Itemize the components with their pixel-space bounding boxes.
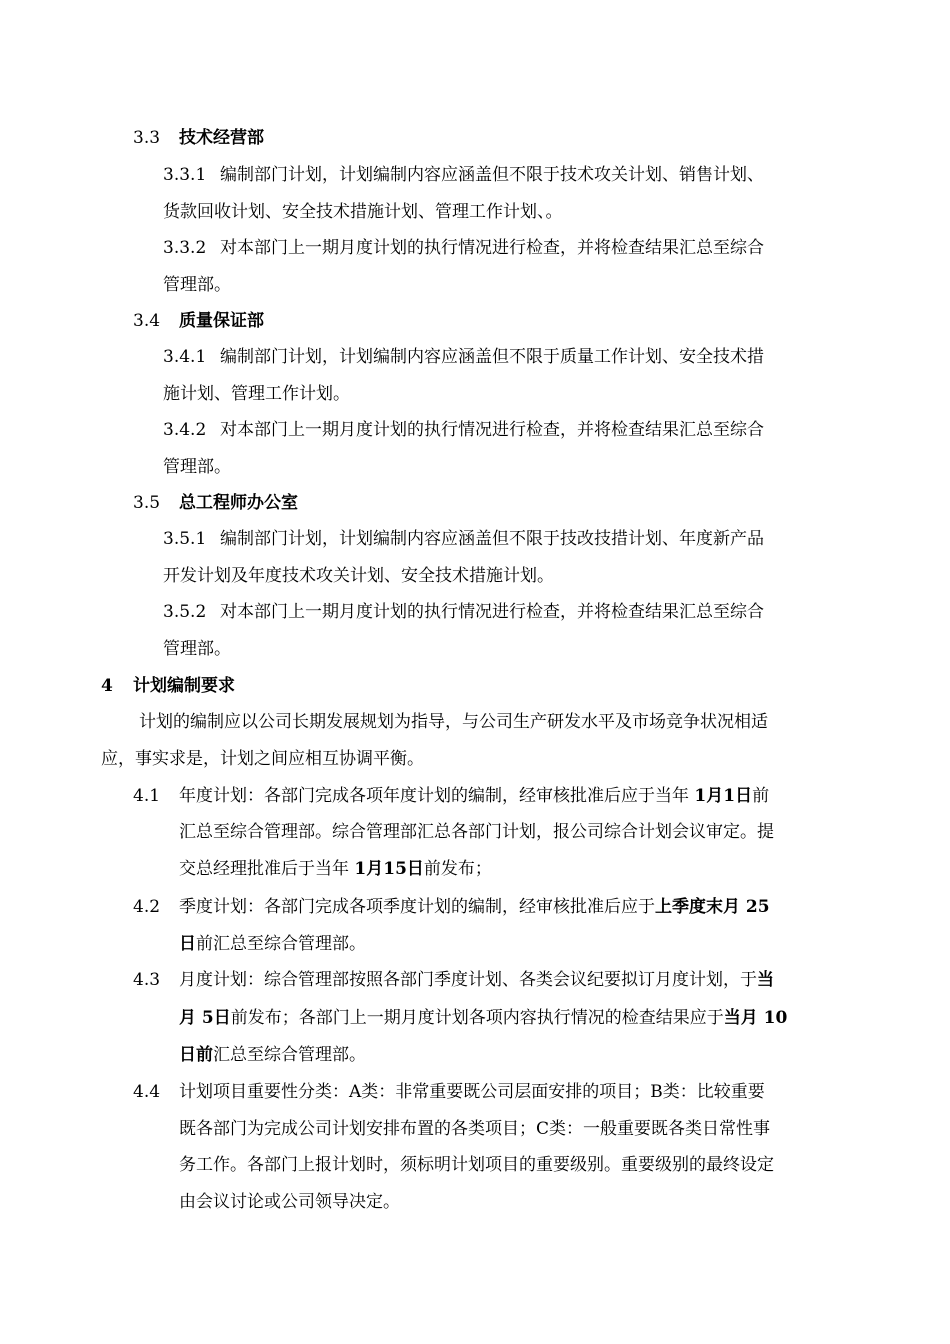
section-number: 4 (101, 676, 113, 696)
item-text: 编制部门计划，计划编制内容应涵盖但不限于质量工作计划、安全技术措 (220, 347, 764, 367)
item-text: 对本部门上一期月度计划的执行情况进行检查，并将检查结果汇总至综合 (220, 602, 764, 622)
item-text: 编制部门计划，计划编制内容应涵盖但不限于技改技措计划、年度新产品 (220, 529, 764, 549)
item-4-3-cont-1 (179, 1006, 787, 1030)
item-text: 计划项目重要性分类：A类：非常重要既公司层面安排的项目；B类：比较重要 (179, 1082, 765, 1102)
item-text: 年度计划：各部门完成各项年度计划的编制，经审核批准后应于当年 (179, 786, 695, 806)
item-4-4-cont-1: 既各部门为完成公司计划安排布置的各类项目；C类：一般重要既各类日常性事 (179, 1119, 771, 1139)
item-text: 月度计划：综合管理部按照各部门季度计划、各类会议纪要拟订月度计划，于 (179, 970, 757, 990)
item-number: 3.3.1 (163, 165, 207, 185)
item-4-4-cont-2: 务工作。各部门上报计划时，须标明计划项目的重要级别。重要级别的最终设定 (179, 1155, 774, 1175)
emphasis-date: 当 (757, 970, 774, 990)
section-title: 总工程师办公室 (179, 493, 298, 513)
emphasis-date: 1月15日 (354, 859, 424, 879)
item-4-4 (133, 1080, 765, 1104)
emphasis-date: 月 5日 (179, 1008, 231, 1028)
item-4-4-cont-3: 由会议讨论或公司领导决定。 (179, 1192, 400, 1212)
item-4-3 (133, 968, 774, 992)
item-number: 4.4 (133, 1082, 161, 1102)
section-heading-3-3 (133, 126, 264, 150)
item-text: 前汇总至综合管理部。 (196, 934, 366, 954)
item-4-1-cont-1: 汇总至综合管理部。综合管理部汇总各部门计划，报公司综合计划会议审定。提 (179, 822, 774, 842)
item-3-4-1-cont: 施计划、管理工作计划。 (163, 384, 350, 404)
item-3-4-1 (163, 345, 764, 369)
item-number: 3.5.1 (163, 529, 207, 549)
section-title: 计划编制要求 (133, 676, 235, 696)
section-heading-3-5 (133, 491, 298, 515)
item-number: 4.3 (133, 970, 161, 990)
item-3-5-1 (163, 527, 764, 551)
item-number: 3.5.2 (163, 602, 207, 622)
item-3-3-1-cont: 货款回收计划、安全技术措施计划、管理工作计划、。 (163, 202, 563, 222)
item-text: 汇总至综合管理部。 (213, 1045, 366, 1065)
emphasis-date: 上季度末月 25 (655, 897, 770, 917)
item-4-2-cont (179, 932, 366, 956)
item-3-5-1-cont: 开发计划及年度技术攻关计划、安全技术措施计划。 (163, 566, 554, 586)
item-3-4-2 (163, 418, 764, 442)
emphasis-date: 日 (179, 934, 196, 954)
item-text: 季度计划：各部门完成各项季度计划的编制，经审核批准后应于 (179, 897, 655, 917)
section-title: 质量保证部 (179, 311, 264, 331)
item-text: 前发布； (423, 859, 492, 879)
item-3-5-2-cont: 管理部。 (163, 639, 231, 659)
item-text: 编制部门计划，计划编制内容应涵盖但不限于技术攻关计划、销售计划、 (220, 165, 764, 185)
section-title: 技术经营部 (179, 128, 264, 148)
emphasis-date: 1月1日 (694, 786, 753, 806)
section-number: 3.3 (133, 128, 161, 148)
item-number: 4.2 (133, 897, 161, 917)
section-number: 3.5 (133, 493, 161, 513)
item-text: 对本部门上一期月度计划的执行情况进行检查，并将检查结果汇总至综合 (220, 238, 764, 258)
item-text: 前发布；各部门上一期月度计划各项内容执行情况的检查结果应于 (230, 1008, 724, 1028)
intro-paragraph-line-2: 应，事实求是，计划之间应相互协调平衡。 (101, 749, 424, 769)
item-3-5-2 (163, 600, 764, 624)
emphasis-date: 当月 10 (723, 1008, 788, 1028)
item-text: 对本部门上一期月度计划的执行情况进行检查，并将检查结果汇总至综合 (220, 420, 764, 440)
item-3-3-2-cont: 管理部。 (163, 275, 231, 295)
item-4-1-cont-2 (179, 857, 492, 881)
intro-paragraph-line-1: 计划的编制应以公司长期发展规划为指导，与公司生产研发水平及市场竞争状况相适 (139, 712, 768, 732)
item-number: 3.4.2 (163, 420, 207, 440)
item-3-3-2 (163, 236, 764, 260)
section-heading-3-4 (133, 309, 264, 333)
section-heading-4 (101, 674, 235, 698)
item-number: 4.1 (133, 786, 161, 806)
item-text: 前 (752, 786, 770, 806)
emphasis-date: 日前 (179, 1045, 213, 1065)
item-3-4-2-cont: 管理部。 (163, 457, 231, 477)
item-4-1 (133, 784, 769, 808)
item-text: 交总经理批准后于当年 (179, 859, 355, 879)
section-number: 3.4 (133, 311, 161, 331)
item-4-2 (133, 895, 770, 919)
item-number: 3.4.1 (163, 347, 207, 367)
item-3-3-1 (163, 163, 764, 187)
item-number: 3.3.2 (163, 238, 207, 258)
item-4-3-cont-2 (179, 1043, 366, 1067)
